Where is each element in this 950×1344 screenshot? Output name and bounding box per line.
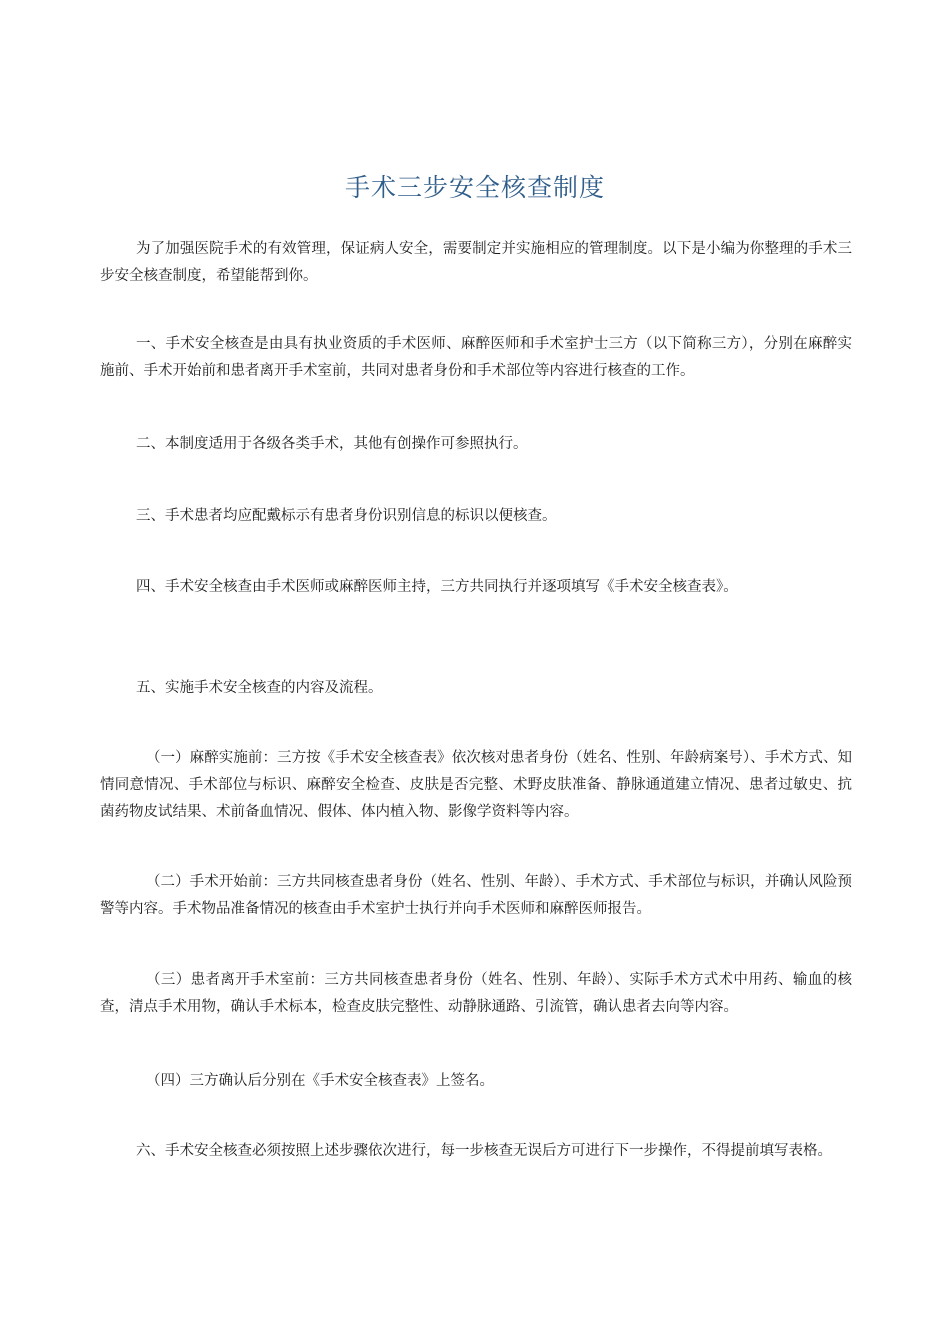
intro-paragraph: 为了加强医院手术的有效管理，保证病人安全，需要制定并实施相应的管理制度。以下是小编为你整理的手术三步安全核查制度，希望能帮到你。 bbox=[100, 241, 852, 284]
item-1: 一、手术安全核查是由具有执业资质的手术医师、麻醉医师和手术室护士三方（以下简称三方），分别在麻醉实施前、手术开始前和患者离开手术室前，共同对患者身份和手术部位等内容进行核查的工作。 bbox=[100, 336, 852, 379]
item-5-1: （一）麻醉实施前：三方按《手术安全核查表》依次核对患者身份（姓名、性别、年龄病案号）、手术方式、知情同意情况、手术部位与标识、麻醉安全检查、皮肤是否完整、术野皮肤准备、静脉通道建立情况、患者过敏史、抗菌药物皮试结果、术前备血情况、假体、体内植入物、影像学资料等内容。 bbox=[100, 750, 852, 820]
item-5-2: （二）手术开始前：三方共同核查患者身份（姓名、性别、年龄）、手术方式、手术部位与标识，并确认风险预警等内容。手术物品准备情况的核查由手术室护士执行并向手术医师和麻醉医师报告。 bbox=[100, 874, 852, 917]
item-5-3: （三）患者离开手术室前：三方共同核查患者身份（姓名、性别、年龄）、实际手术方式术中用药、输血的核查，清点手术用物，确认手术标本，检查皮肤完整性、动静脉通路、引流管，确认患者去向等内容。 bbox=[100, 972, 852, 1015]
item-3: 三、手术患者均应配戴标示有患者身份识别信息的标识以便核查。 bbox=[136, 508, 557, 524]
item-5: 五、实施手术安全核查的内容及流程。 bbox=[136, 680, 383, 696]
item-6: 六、手术安全核查必须按照上述步骤依次进行，每一步核查无误后方可进行下一步操作，不得提前填写表格。 bbox=[136, 1143, 832, 1159]
item-5-4: （四）三方确认后分别在《手术安全核查表》上签名。 bbox=[146, 1073, 494, 1089]
item-4: 四、手术安全核查由手术医师或麻醉医师主持，三方共同执行并逐项填写《手术安全核查表》。 bbox=[136, 579, 738, 595]
document-title: 手术三步安全核查制度 bbox=[344, 173, 605, 202]
item-2: 二、本制度适用于各级各类手术，其他有创操作可参照执行。 bbox=[136, 436, 528, 452]
